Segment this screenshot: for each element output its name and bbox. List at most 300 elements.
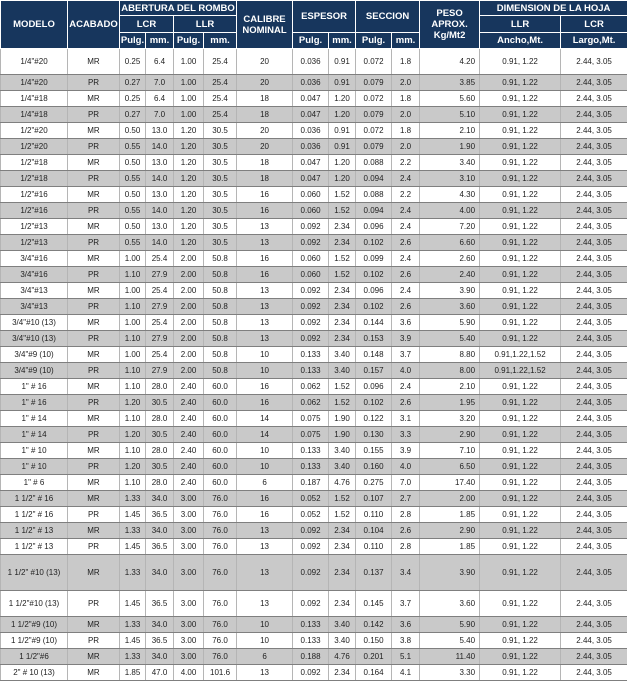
lcr-pulg-cell: 1.00 bbox=[120, 315, 146, 331]
peso-cell: 1.85 bbox=[420, 539, 480, 555]
espesor-pulg-cell: 0.092 bbox=[293, 283, 329, 299]
lcr-pulg-cell: 0.27 bbox=[120, 107, 146, 123]
largo-cell: 2.44, 3.05 bbox=[561, 459, 627, 475]
acabado-cell: MR bbox=[68, 283, 120, 299]
espesor-mm-cell: 2.34 bbox=[329, 235, 356, 251]
llr-pulg-cell: 1.00 bbox=[174, 91, 204, 107]
header-largo: Largo,Mt. bbox=[561, 33, 627, 49]
espesor-mm-cell: 1.52 bbox=[329, 251, 356, 267]
ancho-cell: 0.91, 1.22 bbox=[480, 591, 561, 617]
peso-cell: 2.10 bbox=[420, 379, 480, 395]
calibre-cell: 16 bbox=[237, 395, 293, 411]
table-row bbox=[1, 633, 627, 649]
ancho-cell: 0.91, 1.22 bbox=[480, 267, 561, 283]
seccion-pulg-cell: 0.102 bbox=[356, 395, 392, 411]
espesor-mm-cell: 2.34 bbox=[329, 591, 356, 617]
espesor-mm-cell: 2.34 bbox=[329, 665, 356, 681]
seccion-pulg-cell: 0.072 bbox=[356, 49, 392, 75]
lcr-mm-cell: 34.0 bbox=[146, 555, 174, 591]
acabado-cell: MR bbox=[68, 315, 120, 331]
espesor-mm-cell: 4.76 bbox=[329, 475, 356, 491]
calibre-cell: 13 bbox=[237, 539, 293, 555]
ancho-cell: 0.91, 1.22 bbox=[480, 331, 561, 347]
table-row bbox=[1, 411, 627, 427]
seccion-mm-cell: 2.4 bbox=[392, 379, 420, 395]
seccion-mm-cell: 3.4 bbox=[392, 555, 420, 591]
lcr-pulg-cell: 0.55 bbox=[120, 235, 146, 251]
modelo-cell: 1" # 14 bbox=[1, 427, 68, 443]
largo-cell: 2.44, 3.05 bbox=[561, 363, 627, 379]
llr-mm-cell: 30.5 bbox=[204, 235, 237, 251]
llr-mm-cell: 50.8 bbox=[204, 283, 237, 299]
seccion-pulg-cell: 0.096 bbox=[356, 219, 392, 235]
header-lcr-mm: mm. bbox=[146, 33, 174, 49]
largo-cell: 2.44, 3.05 bbox=[561, 491, 627, 507]
lcr-pulg-cell: 1.10 bbox=[120, 443, 146, 459]
largo-cell: 2.44, 3.05 bbox=[561, 443, 627, 459]
table-row bbox=[1, 555, 627, 591]
calibre-cell: 13 bbox=[237, 235, 293, 251]
lcr-pulg-cell: 1.45 bbox=[120, 507, 146, 523]
calibre-cell: 13 bbox=[237, 555, 293, 591]
seccion-pulg-cell: 0.130 bbox=[356, 427, 392, 443]
lcr-mm-cell: 28.0 bbox=[146, 443, 174, 459]
modelo-cell: 1" # 16 bbox=[1, 395, 68, 411]
lcr-pulg-cell: 1.00 bbox=[120, 251, 146, 267]
header-calibre: CALIBRE NOMINAL bbox=[237, 1, 293, 49]
seccion-mm-cell: 7.0 bbox=[392, 475, 420, 491]
espesor-pulg-cell: 0.060 bbox=[293, 267, 329, 283]
llr-pulg-cell: 2.40 bbox=[174, 475, 204, 491]
calibre-cell: 10 bbox=[237, 617, 293, 633]
lcr-mm-cell: 47.0 bbox=[146, 665, 174, 681]
table-row bbox=[1, 75, 627, 91]
peso-cell: 8.80 bbox=[420, 347, 480, 363]
lcr-mm-cell: 27.9 bbox=[146, 331, 174, 347]
modelo-cell: 1/2"#18 bbox=[1, 171, 68, 187]
modelo-cell: 1" # 10 bbox=[1, 459, 68, 475]
seccion-pulg-cell: 0.088 bbox=[356, 187, 392, 203]
acabado-cell: MR bbox=[68, 347, 120, 363]
espesor-mm-cell: 1.52 bbox=[329, 491, 356, 507]
seccion-pulg-cell: 0.096 bbox=[356, 379, 392, 395]
table-row bbox=[1, 315, 627, 331]
espesor-mm-cell: 1.52 bbox=[329, 203, 356, 219]
llr-pulg-cell: 2.00 bbox=[174, 251, 204, 267]
lcr-mm-cell: 25.4 bbox=[146, 251, 174, 267]
ancho-cell: 0.91, 1.22 bbox=[480, 649, 561, 665]
largo-cell: 2.44, 3.05 bbox=[561, 49, 627, 75]
largo-cell: 2.44, 3.05 bbox=[561, 539, 627, 555]
seccion-pulg-cell: 0.145 bbox=[356, 591, 392, 617]
espesor-mm-cell: 1.90 bbox=[329, 411, 356, 427]
table-row bbox=[1, 155, 627, 171]
table-row bbox=[1, 491, 627, 507]
llr-pulg-cell: 1.20 bbox=[174, 123, 204, 139]
seccion-pulg-cell: 0.102 bbox=[356, 235, 392, 251]
espesor-pulg-cell: 0.188 bbox=[293, 649, 329, 665]
ancho-cell: 0.91, 1.22 bbox=[480, 665, 561, 681]
peso-cell: 4.00 bbox=[420, 203, 480, 219]
largo-cell: 2.44, 3.05 bbox=[561, 347, 627, 363]
peso-cell: 4.20 bbox=[420, 49, 480, 75]
espesor-pulg-cell: 0.092 bbox=[293, 235, 329, 251]
llr-pulg-cell: 1.20 bbox=[174, 187, 204, 203]
seccion-mm-cell: 2.6 bbox=[392, 523, 420, 539]
espesor-pulg-cell: 0.047 bbox=[293, 155, 329, 171]
calibre-cell: 20 bbox=[237, 123, 293, 139]
espesor-pulg-cell: 0.133 bbox=[293, 633, 329, 649]
espesor-mm-cell: 3.40 bbox=[329, 443, 356, 459]
acabado-cell: MR bbox=[68, 475, 120, 491]
ancho-cell: 0.91, 1.22 bbox=[480, 633, 561, 649]
lcr-pulg-cell: 0.25 bbox=[120, 49, 146, 75]
acabado-cell: MR bbox=[68, 649, 120, 665]
ancho-cell: 0.91, 1.22 bbox=[480, 539, 561, 555]
llr-mm-cell: 76.0 bbox=[204, 491, 237, 507]
espesor-mm-cell: 1.52 bbox=[329, 379, 356, 395]
seccion-pulg-cell: 0.096 bbox=[356, 283, 392, 299]
table-row bbox=[1, 591, 627, 617]
peso-cell: 2.90 bbox=[420, 523, 480, 539]
espesor-mm-cell: 0.91 bbox=[329, 49, 356, 75]
peso-cell: 3.60 bbox=[420, 299, 480, 315]
table-row bbox=[1, 617, 627, 633]
lcr-mm-cell: 34.0 bbox=[146, 491, 174, 507]
lcr-pulg-cell: 1.10 bbox=[120, 411, 146, 427]
calibre-cell: 10 bbox=[237, 459, 293, 475]
header-seccion-pulg: Pulg. bbox=[356, 33, 392, 49]
calibre-cell: 6 bbox=[237, 475, 293, 491]
llr-pulg-cell: 1.00 bbox=[174, 49, 204, 75]
peso-cell: 3.85 bbox=[420, 75, 480, 91]
lcr-mm-cell: 34.0 bbox=[146, 617, 174, 633]
peso-cell: 3.90 bbox=[420, 555, 480, 591]
llr-mm-cell: 60.0 bbox=[204, 443, 237, 459]
espesor-mm-cell: 1.20 bbox=[329, 107, 356, 123]
largo-cell: 2.44, 3.05 bbox=[561, 395, 627, 411]
lcr-pulg-cell: 0.50 bbox=[120, 187, 146, 203]
espesor-pulg-cell: 0.047 bbox=[293, 91, 329, 107]
seccion-mm-cell: 3.3 bbox=[392, 427, 420, 443]
seccion-mm-cell: 2.4 bbox=[392, 219, 420, 235]
table-row bbox=[1, 507, 627, 523]
espesor-pulg-cell: 0.060 bbox=[293, 251, 329, 267]
seccion-pulg-cell: 0.148 bbox=[356, 347, 392, 363]
llr-mm-cell: 60.0 bbox=[204, 411, 237, 427]
acabado-cell: MR bbox=[68, 123, 120, 139]
espesor-mm-cell: 3.40 bbox=[329, 363, 356, 379]
peso-cell: 5.10 bbox=[420, 107, 480, 123]
peso-cell: 11.40 bbox=[420, 649, 480, 665]
table-row bbox=[1, 139, 627, 155]
llr-pulg-cell: 1.00 bbox=[174, 75, 204, 91]
llr-mm-cell: 25.4 bbox=[204, 75, 237, 91]
llr-mm-cell: 25.4 bbox=[204, 91, 237, 107]
seccion-pulg-cell: 0.072 bbox=[356, 123, 392, 139]
espesor-pulg-cell: 0.062 bbox=[293, 379, 329, 395]
llr-mm-cell: 25.4 bbox=[204, 49, 237, 75]
llr-mm-cell: 50.8 bbox=[204, 299, 237, 315]
lcr-mm-cell: 14.0 bbox=[146, 139, 174, 155]
llr-pulg-cell: 4.00 bbox=[174, 665, 204, 681]
calibre-cell: 16 bbox=[237, 187, 293, 203]
lcr-pulg-cell: 1.33 bbox=[120, 491, 146, 507]
ancho-cell: 0.91, 1.22 bbox=[480, 283, 561, 299]
largo-cell: 2.44, 3.05 bbox=[561, 139, 627, 155]
table-row bbox=[1, 107, 627, 123]
ancho-cell: 0.91, 1.22 bbox=[480, 443, 561, 459]
espesor-pulg-cell: 0.060 bbox=[293, 187, 329, 203]
largo-cell: 2.44, 3.05 bbox=[561, 617, 627, 633]
lcr-mm-cell: 30.5 bbox=[146, 395, 174, 411]
table-row bbox=[1, 219, 627, 235]
espesor-pulg-cell: 0.036 bbox=[293, 49, 329, 75]
header-dim-lcr: LCR bbox=[561, 16, 627, 33]
lcr-mm-cell: 36.5 bbox=[146, 507, 174, 523]
table-row bbox=[1, 363, 627, 379]
peso-cell: 2.40 bbox=[420, 267, 480, 283]
seccion-mm-cell: 3.7 bbox=[392, 347, 420, 363]
acabado-cell: PR bbox=[68, 591, 120, 617]
llr-pulg-cell: 2.40 bbox=[174, 459, 204, 475]
espesor-mm-cell: 1.20 bbox=[329, 91, 356, 107]
ancho-cell: 0.91,1.22,1.52 bbox=[480, 347, 561, 363]
table-row bbox=[1, 649, 627, 665]
llr-mm-cell: 30.5 bbox=[204, 155, 237, 171]
llr-pulg-cell: 1.00 bbox=[174, 107, 204, 123]
acabado-cell: PR bbox=[68, 459, 120, 475]
modelo-cell: 1 1/2" # 13 bbox=[1, 523, 68, 539]
espesor-pulg-cell: 0.092 bbox=[293, 555, 329, 591]
acabado-cell: MR bbox=[68, 555, 120, 591]
ancho-cell: 0.91, 1.22 bbox=[480, 155, 561, 171]
calibre-cell: 20 bbox=[237, 75, 293, 91]
lcr-mm-cell: 34.0 bbox=[146, 523, 174, 539]
lcr-mm-cell: 7.0 bbox=[146, 75, 174, 91]
lcr-pulg-cell: 1.10 bbox=[120, 379, 146, 395]
ancho-cell: 0.91, 1.22 bbox=[480, 315, 561, 331]
calibre-cell: 6 bbox=[237, 649, 293, 665]
acabado-cell: MR bbox=[68, 91, 120, 107]
largo-cell: 2.44, 3.05 bbox=[561, 203, 627, 219]
table-row bbox=[1, 283, 627, 299]
lcr-mm-cell: 6.4 bbox=[146, 91, 174, 107]
table-row bbox=[1, 459, 627, 475]
largo-cell: 2.44, 3.05 bbox=[561, 123, 627, 139]
espesor-mm-cell: 3.40 bbox=[329, 459, 356, 475]
acabado-cell: PR bbox=[68, 633, 120, 649]
llr-pulg-cell: 1.20 bbox=[174, 155, 204, 171]
lcr-pulg-cell: 0.25 bbox=[120, 91, 146, 107]
seccion-mm-cell: 3.8 bbox=[392, 633, 420, 649]
ancho-cell: 0.91, 1.22 bbox=[480, 75, 561, 91]
peso-cell: 5.90 bbox=[420, 315, 480, 331]
lcr-mm-cell: 36.5 bbox=[146, 633, 174, 649]
largo-cell: 2.44, 3.05 bbox=[561, 411, 627, 427]
acabado-cell: MR bbox=[68, 665, 120, 681]
llr-pulg-cell: 2.40 bbox=[174, 395, 204, 411]
llr-mm-cell: 30.5 bbox=[204, 219, 237, 235]
modelo-cell: 3/4"#16 bbox=[1, 251, 68, 267]
ancho-cell: 0.91, 1.22 bbox=[480, 395, 561, 411]
espesor-mm-cell: 3.40 bbox=[329, 617, 356, 633]
modelo-cell: 1 1/2"#9 (10) bbox=[1, 617, 68, 633]
ancho-cell: 0.91, 1.22 bbox=[480, 235, 561, 251]
lcr-pulg-cell: 1.45 bbox=[120, 591, 146, 617]
calibre-cell: 14 bbox=[237, 411, 293, 427]
calibre-cell: 16 bbox=[237, 491, 293, 507]
modelo-cell: 3/4"#10 (13) bbox=[1, 331, 68, 347]
acabado-cell: PR bbox=[68, 331, 120, 347]
acabado-cell: MR bbox=[68, 617, 120, 633]
peso-cell: 3.60 bbox=[420, 591, 480, 617]
calibre-cell: 18 bbox=[237, 155, 293, 171]
acabado-cell: PR bbox=[68, 235, 120, 251]
largo-cell: 2.44, 3.05 bbox=[561, 665, 627, 681]
espesor-mm-cell: 3.40 bbox=[329, 347, 356, 363]
espesor-pulg-cell: 0.133 bbox=[293, 347, 329, 363]
lcr-mm-cell: 13.0 bbox=[146, 187, 174, 203]
llr-pulg-cell: 2.00 bbox=[174, 299, 204, 315]
seccion-pulg-cell: 0.079 bbox=[356, 107, 392, 123]
modelo-cell: 1 1/2"#6 bbox=[1, 649, 68, 665]
largo-cell: 2.44, 3.05 bbox=[561, 187, 627, 203]
table-row bbox=[1, 443, 627, 459]
lcr-pulg-cell: 1.20 bbox=[120, 395, 146, 411]
llr-pulg-cell: 2.00 bbox=[174, 347, 204, 363]
peso-cell: 6.60 bbox=[420, 235, 480, 251]
modelo-cell: 1/2"#20 bbox=[1, 123, 68, 139]
table-row bbox=[1, 331, 627, 347]
calibre-cell: 14 bbox=[237, 427, 293, 443]
largo-cell: 2.44, 3.05 bbox=[561, 475, 627, 491]
llr-pulg-cell: 3.00 bbox=[174, 649, 204, 665]
largo-cell: 2.44, 3.05 bbox=[561, 331, 627, 347]
llr-mm-cell: 76.0 bbox=[204, 633, 237, 649]
espesor-mm-cell: 0.91 bbox=[329, 123, 356, 139]
llr-pulg-cell: 3.00 bbox=[174, 633, 204, 649]
header-modelo: MODELO bbox=[1, 1, 68, 49]
calibre-cell: 20 bbox=[237, 139, 293, 155]
header-dim-llr: LLR bbox=[480, 16, 561, 33]
espesor-pulg-cell: 0.092 bbox=[293, 591, 329, 617]
largo-cell: 2.44, 3.05 bbox=[561, 283, 627, 299]
peso-cell: 1.90 bbox=[420, 139, 480, 155]
largo-cell: 2.44, 3.05 bbox=[561, 75, 627, 91]
lcr-mm-cell: 27.9 bbox=[146, 267, 174, 283]
lcr-pulg-cell: 0.50 bbox=[120, 219, 146, 235]
espesor-mm-cell: 0.91 bbox=[329, 139, 356, 155]
acabado-cell: MR bbox=[68, 379, 120, 395]
espesor-pulg-cell: 0.133 bbox=[293, 443, 329, 459]
lcr-pulg-cell: 1.20 bbox=[120, 427, 146, 443]
calibre-cell: 10 bbox=[237, 363, 293, 379]
table-row bbox=[1, 187, 627, 203]
peso-cell: 2.90 bbox=[420, 427, 480, 443]
calibre-cell: 18 bbox=[237, 171, 293, 187]
header-abertura: ABERTURA DEL ROMBO bbox=[120, 1, 237, 16]
espesor-pulg-cell: 0.092 bbox=[293, 299, 329, 315]
lcr-mm-cell: 25.4 bbox=[146, 315, 174, 331]
llr-mm-cell: 60.0 bbox=[204, 475, 237, 491]
lcr-mm-cell: 14.0 bbox=[146, 171, 174, 187]
calibre-cell: 13 bbox=[237, 315, 293, 331]
llr-pulg-cell: 1.20 bbox=[174, 219, 204, 235]
espesor-mm-cell: 3.40 bbox=[329, 633, 356, 649]
calibre-cell: 10 bbox=[237, 347, 293, 363]
modelo-cell: 3/4"#13 bbox=[1, 283, 68, 299]
acabado-cell: MR bbox=[68, 251, 120, 267]
calibre-cell: 13 bbox=[237, 331, 293, 347]
llr-mm-cell: 60.0 bbox=[204, 427, 237, 443]
largo-cell: 2.44, 3.05 bbox=[561, 649, 627, 665]
largo-cell: 2.44, 3.05 bbox=[561, 267, 627, 283]
largo-cell: 2.44, 3.05 bbox=[561, 91, 627, 107]
seccion-mm-cell: 1.8 bbox=[392, 91, 420, 107]
acabado-cell: PR bbox=[68, 203, 120, 219]
ancho-cell: 0.91,1.22,1.52 bbox=[480, 363, 561, 379]
header-peso: PESO APROX. Kg/Mt2 bbox=[420, 1, 480, 49]
lcr-mm-cell: 28.0 bbox=[146, 379, 174, 395]
header-llr-mm: mm. bbox=[204, 33, 237, 49]
peso-cell: 7.20 bbox=[420, 219, 480, 235]
seccion-pulg-cell: 0.102 bbox=[356, 299, 392, 315]
espesor-pulg-cell: 0.036 bbox=[293, 123, 329, 139]
largo-cell: 2.44, 3.05 bbox=[561, 299, 627, 315]
acabado-cell: MR bbox=[68, 523, 120, 539]
seccion-pulg-cell: 0.201 bbox=[356, 649, 392, 665]
lcr-mm-cell: 30.5 bbox=[146, 427, 174, 443]
calibre-cell: 13 bbox=[237, 219, 293, 235]
llr-pulg-cell: 1.20 bbox=[174, 171, 204, 187]
llr-pulg-cell: 1.20 bbox=[174, 203, 204, 219]
seccion-pulg-cell: 0.104 bbox=[356, 523, 392, 539]
llr-mm-cell: 76.0 bbox=[204, 539, 237, 555]
espesor-pulg-cell: 0.187 bbox=[293, 475, 329, 491]
modelo-cell: 1" # 6 bbox=[1, 475, 68, 491]
espesor-mm-cell: 2.34 bbox=[329, 331, 356, 347]
ancho-cell: 0.91, 1.22 bbox=[480, 299, 561, 315]
table-row bbox=[1, 347, 627, 363]
peso-cell: 5.40 bbox=[420, 331, 480, 347]
acabado-cell: MR bbox=[68, 219, 120, 235]
calibre-cell: 18 bbox=[237, 107, 293, 123]
table-row bbox=[1, 379, 627, 395]
largo-cell: 2.44, 3.05 bbox=[561, 315, 627, 331]
llr-pulg-cell: 3.00 bbox=[174, 591, 204, 617]
seccion-pulg-cell: 0.072 bbox=[356, 91, 392, 107]
llr-mm-cell: 76.0 bbox=[204, 649, 237, 665]
lcr-mm-cell: 30.5 bbox=[146, 459, 174, 475]
lcr-mm-cell: 28.0 bbox=[146, 475, 174, 491]
header-espesor-mm: mm. bbox=[329, 33, 356, 49]
table-row bbox=[1, 395, 627, 411]
peso-cell: 3.40 bbox=[420, 155, 480, 171]
calibre-cell: 13 bbox=[237, 665, 293, 681]
llr-pulg-cell: 2.00 bbox=[174, 363, 204, 379]
modelo-cell: 1 1/2"#10 (13) bbox=[1, 591, 68, 617]
peso-cell: 2.60 bbox=[420, 251, 480, 267]
acabado-cell: PR bbox=[68, 299, 120, 315]
seccion-mm-cell: 2.7 bbox=[392, 491, 420, 507]
modelo-cell: 2" # 10 (13) bbox=[1, 665, 68, 681]
lcr-mm-cell: 36.5 bbox=[146, 539, 174, 555]
lcr-mm-cell: 13.0 bbox=[146, 123, 174, 139]
seccion-mm-cell: 2.0 bbox=[392, 139, 420, 155]
peso-cell: 6.50 bbox=[420, 459, 480, 475]
modelo-cell: 1/2"#16 bbox=[1, 187, 68, 203]
